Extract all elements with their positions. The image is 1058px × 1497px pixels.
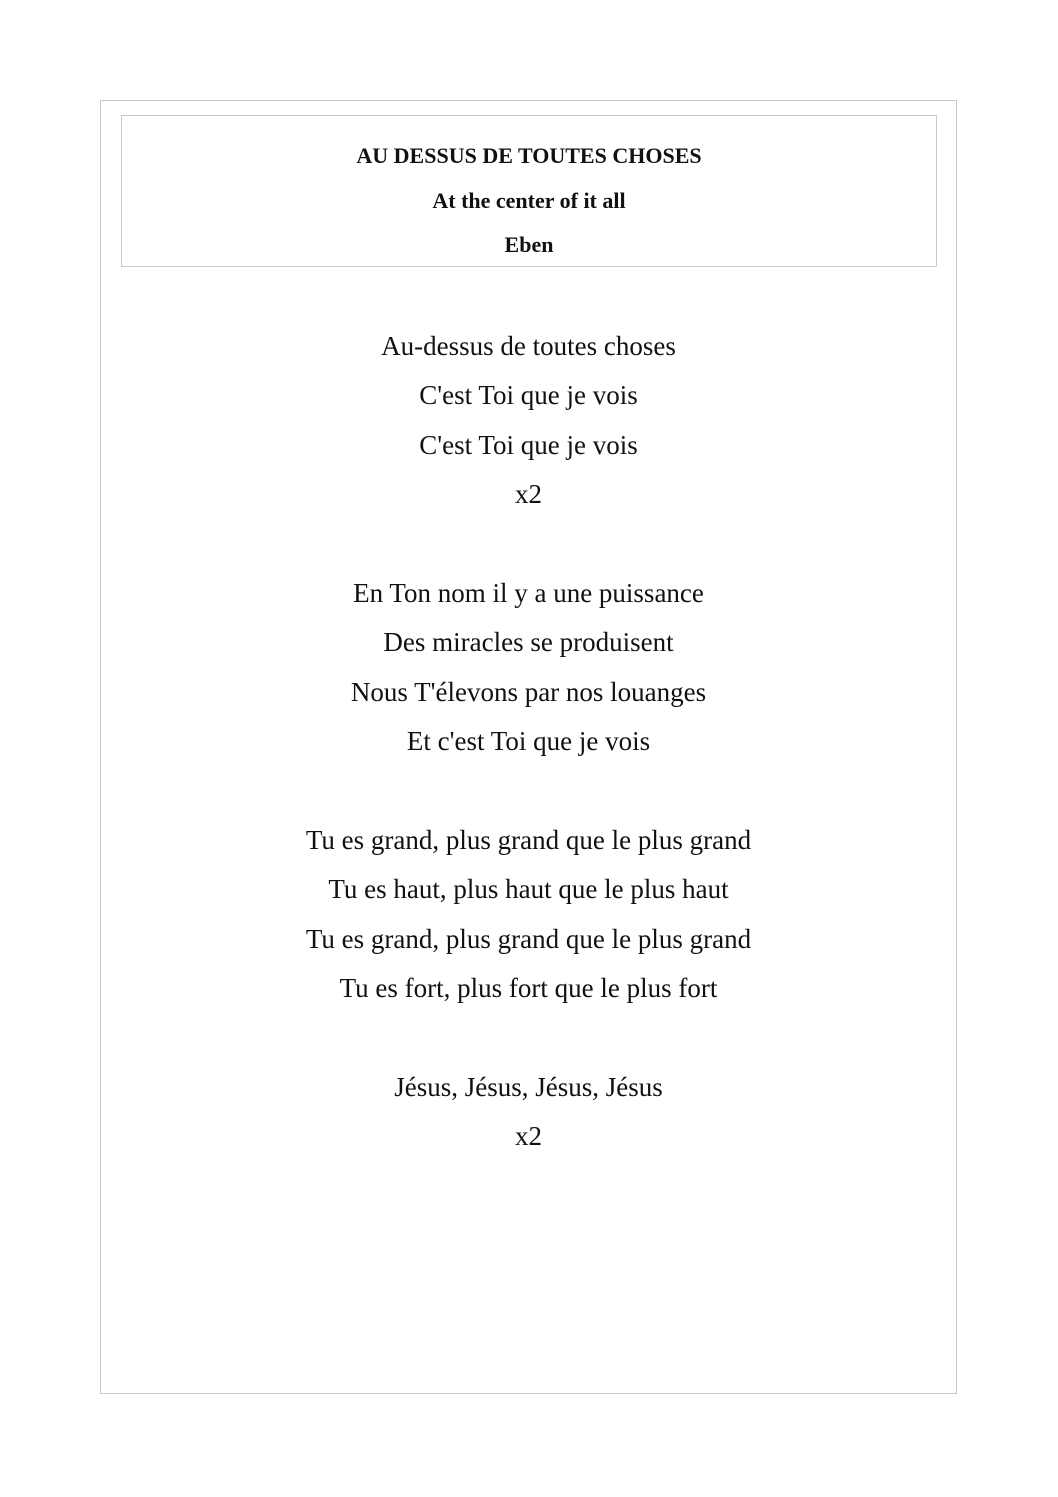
stanza-2	[100, 569, 957, 767]
lyric-line: Au-dessus de toutes choses	[381, 331, 676, 361]
song-artist: Eben	[504, 232, 554, 257]
song-subtitle: At the center of it all	[432, 188, 626, 213]
stanza-4	[100, 1063, 957, 1162]
lyric-line: En Ton nom il y a une puissance	[353, 577, 704, 608]
lyric-line: C'est Toi que je vois	[419, 380, 638, 411]
lyric-line: Des miracles se produisent	[383, 627, 674, 658]
lyric-line: C'est Toi que je vois	[419, 429, 638, 460]
song-header	[121, 115, 937, 267]
lyric-line: Et c'est Toi que je vois	[406, 726, 651, 757]
stanza-1	[100, 322, 957, 520]
lyric-line: Tu es haut, plus haut que le plus haut	[328, 874, 729, 905]
song-title: AU DESSUS DE TOUTES CHOSES	[356, 143, 702, 168]
lyric-line: Jésus, Jésus, Jésus, Jésus	[394, 1071, 663, 1102]
lyric-line: Tu es grand, plus grand que le plus grand	[305, 824, 752, 855]
repeat-marker: x2	[515, 479, 542, 510]
stanza-3	[100, 816, 957, 1014]
lyric-line: Nous T'élevons par nos louanges	[350, 676, 707, 707]
repeat-marker: x2	[515, 1121, 542, 1152]
lyric-line: Tu es fort, plus fort que le plus fort	[339, 973, 718, 1004]
lyric-line: Tu es grand, plus grand que le plus grand	[305, 923, 752, 954]
lyrics	[100, 322, 957, 1211]
